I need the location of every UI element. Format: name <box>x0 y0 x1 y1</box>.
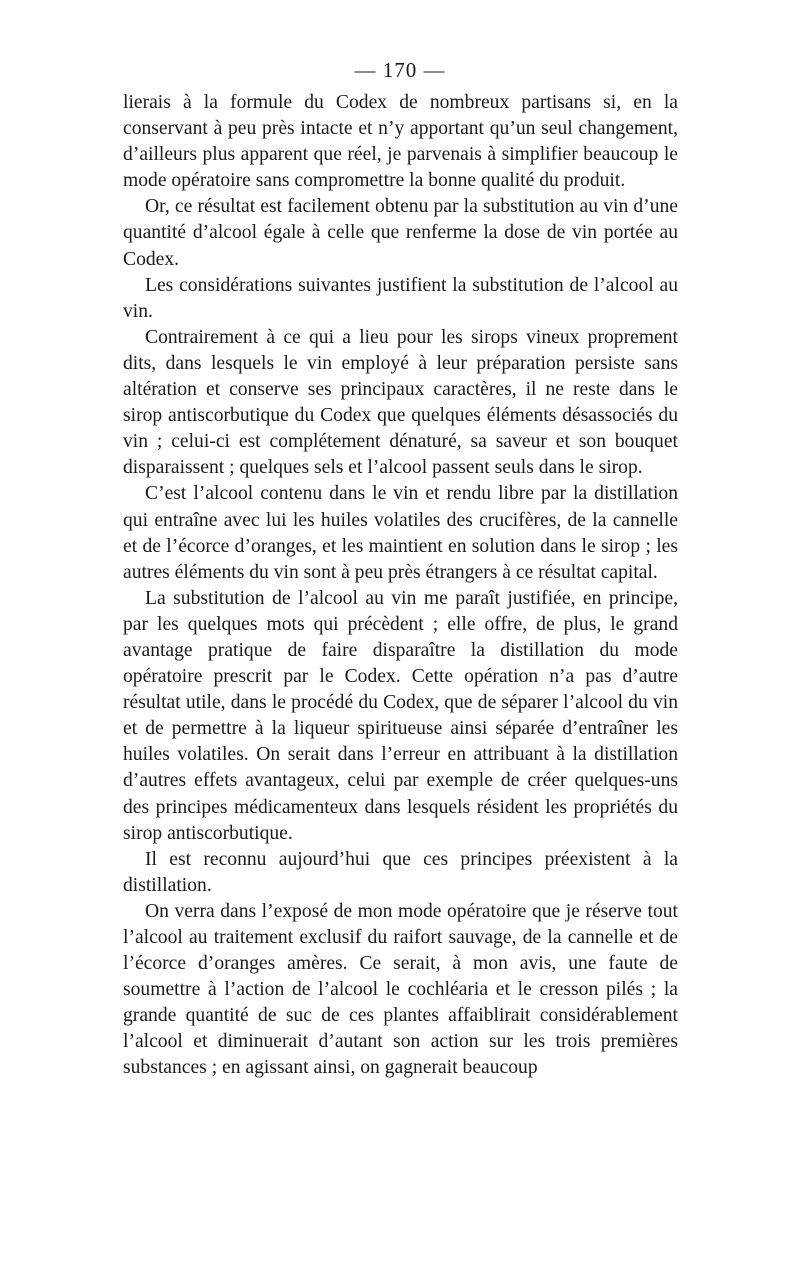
paragraph: Les considérations suivantes justifient la substitution de l’alcool au vin. <box>123 274 678 322</box>
page-number: — 170 — <box>354 58 446 82</box>
paragraph: Il est reconnu aujourd’hui que ces principes préexistent à la distillation. <box>123 848 678 896</box>
paragraph-continuation: lierais à la formule du Codex de nombreux partisans si, en la conservant à peu près intacte et n’y apportant qu’un seul changement, d’ailleurs plus apparent que réel, je parvenais à simplifier beaucoup le mode opératoire sans compromettre la bonne qualité du produit. <box>123 92 678 192</box>
paragraph: La substitution de l’alcool au vin me paraît justifiée, en principe, par les quelques mots qui précèdent ; elle offre, de plus, le grand avantage pratique de faire disparaître la distillation du mode opératoire prescrit par le Codex. Cette opération n’a pas d’autre résultat utile, dans le procédé du Codex, que de séparer l’alcool du vin et de permettre à la liqueur spiritueuse ainsi séparée d’entraîner les huiles volatiles. On serait dans l’erreur en attribuant à la distillation d’autres effets avantageux, celui par exemple de créer quelques-uns des principes médicamenteux dans lesquels résident les propriétés du sirop antiscorbutique. <box>123 587 678 844</box>
paragraph: On verra dans l’exposé de mon mode opératoire que je réserve tout l’alcool au traitement exclusif du raifort sauvage, de la cannelle et de l’écorce d’oranges amères. Ce serait, à mon avis, une faute de soumettre à l’action de l’alcool le cochléaria et le cresson pilés ; la grande quantité de suc de ces plantes affaiblirait considérablement l’alcool et diminuerait d’autant son action sur les trois premières substances ; en agissant ainsi, on gagnerait beaucoup <box>123 900 678 1079</box>
paragraph: C’est l’alcool contenu dans le vin et rendu libre par la distillation qui entraîne avec lui les huiles volatiles des crucifères, de la cannelle et de l’écorce d’oranges, et les maintient en solution dans le sirop ; les autres éléments du vin sont à peu près étrangers à ce résultat capital. <box>123 483 678 583</box>
paragraph: Or, ce résultat est facilement obtenu par la substitution au vin d’une quantité d’alcool égale à celle que renferme la dose de vin portée au Codex. <box>123 196 678 270</box>
paragraph: Contrairement à ce qui a lieu pour les sirops vineux proprement dits, dans lesquels le vin employé à leur préparation persiste sans altération et conserve ses principaux caractères, il ne reste dans le sirop antiscorbutique du Codex que quelques éléments désassociés du vin ; celui-ci est complétement dénaturé, sa saveur et son bouquet disparaissent ; quelques sels et l’alcool passent seuls dans le sirop. <box>123 326 678 479</box>
body-text <box>123 90 678 1082</box>
